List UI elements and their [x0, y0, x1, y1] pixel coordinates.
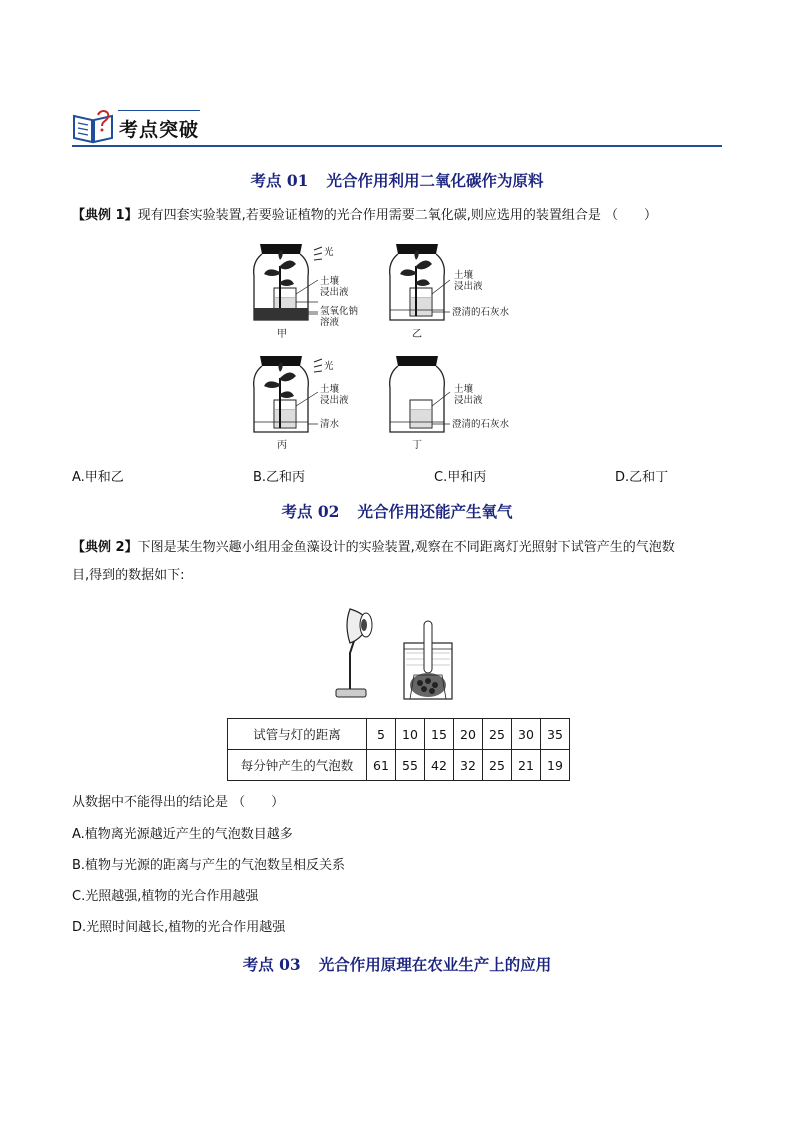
section-text: 光合作用原理在农业生产上的应用	[318, 955, 552, 974]
caption-jia: 甲	[277, 329, 287, 340]
option-a[interactable]: A.植物离光源越近产生的气泡数目越多	[72, 827, 293, 842]
bubble-data-table	[227, 718, 570, 781]
table-cell: 55	[396, 750, 425, 781]
section-title-02	[0, 500, 794, 522]
water-label: 清水	[320, 419, 340, 430]
section-text: 光合作用还能产生氧气	[357, 502, 513, 521]
option-d[interactable]: D.乙和丁	[615, 470, 669, 485]
table-cell: 35	[541, 719, 570, 750]
row-header: 每分钟产生的气泡数	[228, 750, 367, 781]
page-header-title: 考点突破	[119, 119, 200, 141]
book-icon	[72, 110, 114, 144]
caption-yi: 乙	[412, 329, 422, 340]
table-cell: 10	[396, 719, 425, 750]
section-number: 考点 02	[281, 502, 340, 521]
table-cell: 21	[512, 750, 541, 781]
header-rule	[72, 145, 722, 147]
option-c[interactable]: C.光照越强,植物的光合作用越强	[72, 889, 259, 904]
option-b[interactable]: B.乙和丙	[253, 470, 306, 485]
example-tag: 【典例 2】	[72, 540, 138, 555]
row-header: 试管与灯的距离	[228, 719, 367, 750]
option-b[interactable]: B.植物与光源的距离与产生的气泡数呈相反关系	[72, 858, 346, 873]
section-number: 考点 03	[242, 955, 301, 974]
naoh-label: 氢氧化钠 溶液	[320, 306, 359, 328]
table-cell: 20	[454, 719, 483, 750]
question-text-2: 目,得到的数据如下:	[72, 568, 185, 583]
example-tag: 【典例 1】	[72, 208, 138, 223]
option-a[interactable]: A.甲和乙	[72, 470, 124, 485]
soil-extract-label: 土壤 浸出液	[454, 384, 483, 406]
table-cell: 61	[367, 750, 396, 781]
table-cell: 19	[541, 750, 570, 781]
example-2-question	[72, 538, 732, 586]
table-cell: 30	[512, 719, 541, 750]
question-text: 现有四套实验装置,若要验证植物的光合作用需要二氧化碳,则应选用的装置组合是 （ ）	[137, 208, 657, 223]
example-1-question	[72, 206, 657, 226]
table-cell: 15	[425, 719, 454, 750]
option-d[interactable]: D.光照时间越长,植物的光合作用越强	[72, 920, 286, 935]
light-label: 光	[324, 361, 334, 372]
table-cell: 25	[483, 719, 512, 750]
lamp-beaker-figure	[330, 603, 470, 705]
soil-extract-label: 土壤 浸出液	[454, 270, 483, 292]
table-cell: 32	[454, 750, 483, 781]
section-text: 光合作用利用二氧化碳作为原料	[326, 171, 544, 190]
limewater-label: 澄清的石灰水	[452, 307, 510, 318]
light-label: 光	[324, 247, 334, 258]
soil-extract-label: 土壤 浸出液	[320, 276, 349, 298]
section-title-03	[0, 953, 794, 975]
question-text: 下图是某生物兴趣小组用金鱼藻设计的实验装置,观察在不同距离灯光照射下试管产生的气泡数	[137, 540, 675, 555]
limewater-label: 澄清的石灰水	[452, 419, 510, 430]
soil-extract-label: 土壤 浸出液	[320, 384, 349, 406]
header-overline	[118, 110, 200, 111]
table-row	[228, 750, 570, 781]
table-row	[228, 719, 570, 750]
caption-ding: 丁	[412, 440, 422, 451]
table-cell: 42	[425, 750, 454, 781]
table-cell: 25	[483, 750, 512, 781]
section-title-01	[0, 169, 794, 191]
table-cell: 5	[367, 719, 396, 750]
example-2-prompt: 从数据中不能得出的结论是 （ ）	[72, 795, 285, 810]
option-c[interactable]: C.甲和丙	[434, 470, 487, 485]
caption-bing: 丙	[277, 440, 287, 451]
section-number: 考点 01	[250, 171, 309, 190]
